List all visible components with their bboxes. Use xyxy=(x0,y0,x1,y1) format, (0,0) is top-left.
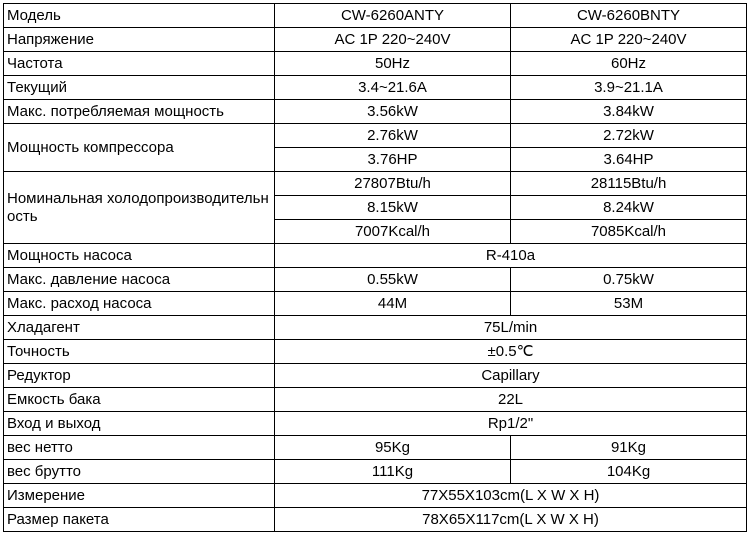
row-label-frequency: Частота xyxy=(4,52,275,76)
row-label-pump-flow: Макс. расход насоса xyxy=(4,292,275,316)
compressor-b-kw: 2.72kW xyxy=(511,124,747,148)
row-label-max-power: Макс. потребляемая мощность xyxy=(4,100,275,124)
row-label-reducer: Редуктор xyxy=(4,364,275,388)
package-value: 78X65X117cm(L X W X H) xyxy=(275,508,747,532)
row-label-pump-power: Мощность насоса xyxy=(4,244,275,268)
row-label-inlet-outlet: Вход и выход xyxy=(4,412,275,436)
gross-weight-a: 111Kg xyxy=(275,460,511,484)
model-a: CW-6260ANTY xyxy=(275,4,511,28)
table-row xyxy=(4,28,747,52)
row-label-package: Размер пакета xyxy=(4,508,275,532)
cooling-a-btu: 27807Btu/h xyxy=(275,172,511,196)
voltage-b: AC 1P 220~240V xyxy=(511,28,747,52)
current-b: 3.9~21.1A xyxy=(511,76,747,100)
table-row xyxy=(4,124,747,148)
compressor-a-hp: 3.76HP xyxy=(275,148,511,172)
net-weight-a: 95Kg xyxy=(275,436,511,460)
table-row xyxy=(4,76,747,100)
table-row xyxy=(4,364,747,388)
voltage-a: AC 1P 220~240V xyxy=(275,28,511,52)
cooling-a-kcal: 7007Kcal/h xyxy=(275,220,511,244)
table-row xyxy=(4,244,747,268)
row-label-dimension: Измерение xyxy=(4,484,275,508)
row-label-net-weight: вес нетто xyxy=(4,436,275,460)
row-label-tank: Емкость бака xyxy=(4,388,275,412)
spec-table xyxy=(3,3,747,532)
pump-pressure-a: 0.55kW xyxy=(275,268,511,292)
pump-flow-b: 53M xyxy=(511,292,747,316)
table-row xyxy=(4,484,747,508)
cooling-b-btu: 28115Btu/h xyxy=(511,172,747,196)
table-row xyxy=(4,268,747,292)
pump-flow-a: 44M xyxy=(275,292,511,316)
dimension-value: 77X55X103cm(L X W X H) xyxy=(275,484,747,508)
row-label-precision: Точность xyxy=(4,340,275,364)
table-row xyxy=(4,388,747,412)
cooling-b-kw: 8.24kW xyxy=(511,196,747,220)
max-power-a: 3.56kW xyxy=(275,100,511,124)
current-a: 3.4~21.6A xyxy=(275,76,511,100)
compressor-a-kw: 2.76kW xyxy=(275,124,511,148)
tank-value: 22L xyxy=(275,388,747,412)
net-weight-b: 91Kg xyxy=(511,436,747,460)
table-row xyxy=(4,52,747,76)
row-label-refrigerant: Хладагент xyxy=(4,316,275,340)
compressor-b-hp: 3.64HP xyxy=(511,148,747,172)
cooling-b-kcal: 7085Kcal/h xyxy=(511,220,747,244)
table-row xyxy=(4,292,747,316)
row-label-current: Текущий xyxy=(4,76,275,100)
table-row xyxy=(4,436,747,460)
pump-pressure-b: 0.75kW xyxy=(511,268,747,292)
row-label-cooling: Номинальная холодопроизводительность xyxy=(4,172,275,244)
precision-value: ±0.5℃ xyxy=(275,340,747,364)
cooling-a-kw: 8.15kW xyxy=(275,196,511,220)
table-row xyxy=(4,316,747,340)
table-row xyxy=(4,172,747,196)
table-row xyxy=(4,412,747,436)
gross-weight-b: 104Kg xyxy=(511,460,747,484)
pump-power-value: R-410a xyxy=(275,244,747,268)
table-row xyxy=(4,100,747,124)
row-label-voltage: Напряжение xyxy=(4,28,275,52)
table-row xyxy=(4,4,747,28)
row-label-compressor: Мощность компрессора xyxy=(4,124,275,172)
table-row xyxy=(4,508,747,532)
model-b: CW-6260BNTY xyxy=(511,4,747,28)
inlet-outlet-value: Rp1/2" xyxy=(275,412,747,436)
reducer-value: Capillary xyxy=(275,364,747,388)
row-label-gross-weight: вес брутто xyxy=(4,460,275,484)
table-row xyxy=(4,460,747,484)
row-label-pump-pressure: Макс. давление насоса xyxy=(4,268,275,292)
frequency-a: 50Hz xyxy=(275,52,511,76)
refrigerant-value: 75L/min xyxy=(275,316,747,340)
max-power-b: 3.84kW xyxy=(511,100,747,124)
frequency-b: 60Hz xyxy=(511,52,747,76)
table-row xyxy=(4,340,747,364)
row-label-model: Модель xyxy=(4,4,275,28)
